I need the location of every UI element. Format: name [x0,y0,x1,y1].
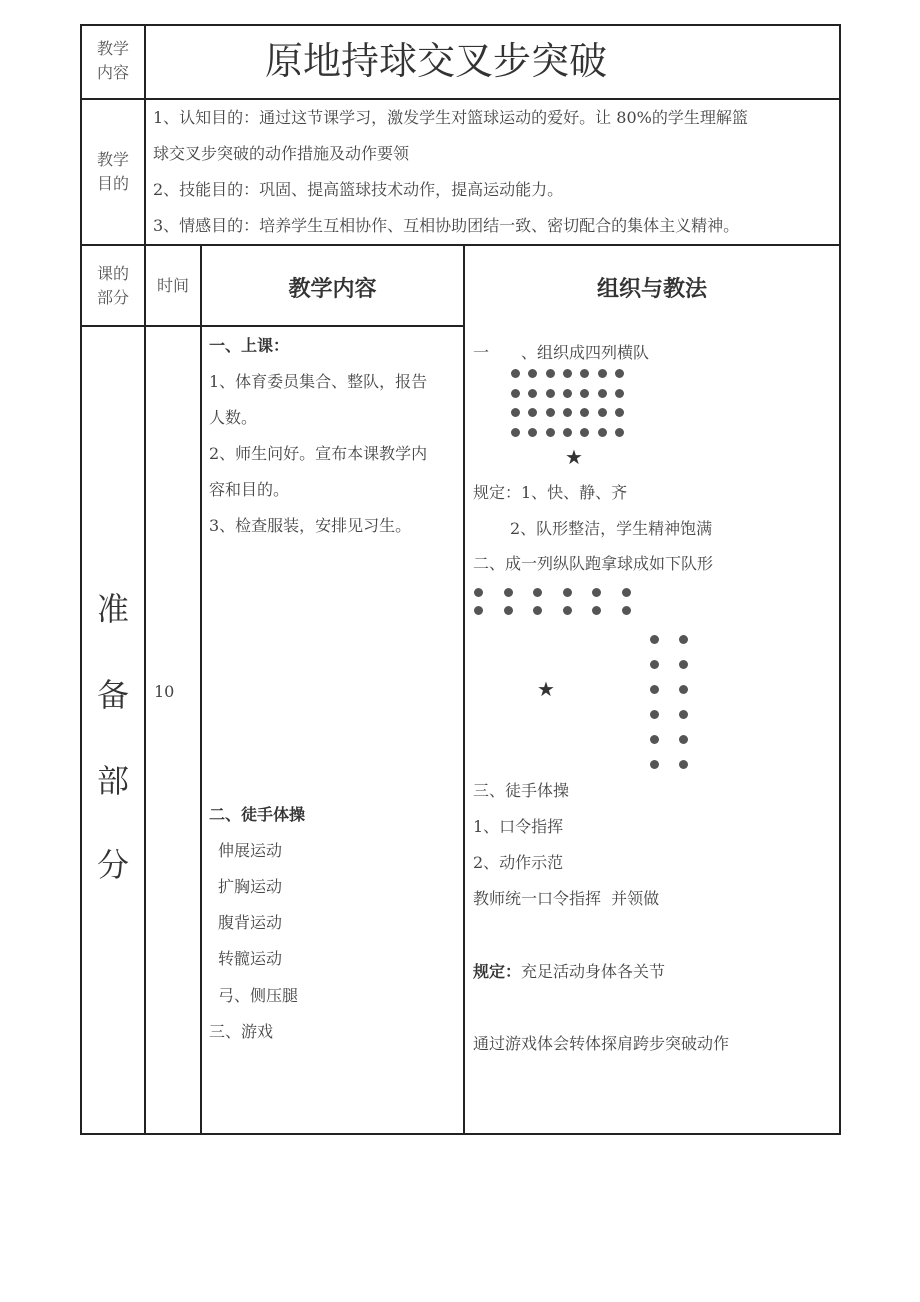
student-dot [650,660,659,669]
student-dot [679,735,688,744]
student-dot [598,369,607,378]
rule-2 [473,962,665,982]
divider-label-col [144,24,146,1135]
student-dot [650,685,659,694]
part-name-char-2: 备 [96,676,129,714]
student-dot [511,428,520,437]
content-heading-1: 一、上课： [209,336,290,355]
student-dot [511,408,520,417]
student-dot [563,408,572,417]
label-teaching-content: 教学 内容 [96,39,129,82]
rule-1a: 规定：1、快、静、齐 [473,483,628,502]
student-dot [650,635,659,644]
student-dot [474,588,483,597]
rule-2-text: 充足活动身体各关节 [521,962,666,981]
method-item-4: 通过游戏体会转体探肩跨步突破动作 [473,1034,730,1053]
student-dot [504,606,513,615]
part-name-char-4: 分 [96,846,129,884]
student-dot [622,606,631,615]
objective-line-2: 球交叉步突破的动作措施及动作要领 [153,144,410,163]
method-item-3c: 教师统一口令指挥 并领做 [473,889,660,908]
column-header-method: 组织与教法 [596,276,707,302]
content-item-2a: 2、师生问好。宣布本课教学内 [209,444,428,463]
exercise-3: 腹背运动 [218,913,283,932]
method-item-3b: 2、动作示范 [473,853,564,872]
objective-line-1: 1、认知目的：通过这节课学习，激发学生对篮球运动的爱好。让 80%的学生理解篮 [153,108,748,127]
student-dot [650,760,659,769]
student-dot [528,428,537,437]
page-title: 原地持球交叉步突破 [264,39,607,83]
column-header-content: 教学内容 [288,276,377,302]
content-item-2b: 容和目的。 [209,480,290,499]
student-dot [580,389,589,398]
student-dot [679,760,688,769]
rule-2-label: 规定： [473,962,522,981]
column-header-part: 课的 部分 [96,264,129,307]
student-dot [504,588,513,597]
student-dot [533,606,542,615]
content-item-1b: 人数。 [209,408,258,427]
student-dot [592,606,601,615]
student-dot [580,408,589,417]
student-dot [563,428,572,437]
content-item-1a: 1、体育委员集合、整队，报告 [209,372,428,391]
objective-line-4: 3、情感目的：培养学生互相协作、互相协助团结一致、密切配合的集体主义精神。 [153,216,740,235]
student-dot [563,606,572,615]
student-dot [546,389,555,398]
objective-line-3: 2、技能目的：巩固、提高篮球技术动作，提高运动能力。 [153,180,564,199]
column-header-time: 时间 [156,276,189,295]
student-dot [474,606,483,615]
student-dot [598,428,607,437]
student-dot [615,369,624,378]
border-bottom [80,1133,840,1135]
student-dot [650,710,659,719]
student-dot [580,428,589,437]
method-item-3: 三、徒手体操 [473,781,570,800]
border-top [80,24,840,26]
student-dot [528,369,537,378]
method-item-2: 二、成一列纵队跑拿球成如下队形 [473,554,714,573]
teacher-star-2: ★ [537,677,555,701]
student-dot [533,588,542,597]
exercise-1: 伸展运动 [218,841,283,860]
student-dot [622,588,631,597]
divider-time-col [200,245,202,1135]
student-dot [598,408,607,417]
student-dot [580,369,589,378]
student-dot [650,735,659,744]
student-dot [528,408,537,417]
student-dot [679,710,688,719]
exercise-2: 扩胸运动 [218,877,283,896]
student-dot [546,428,555,437]
divider-method-col [463,245,465,1135]
student-dot [563,369,572,378]
student-dot [598,389,607,398]
content-item-3: 3、检查服装，安排见习生。 [209,516,412,535]
student-dot [615,408,624,417]
student-dot [615,428,624,437]
student-dot [679,635,688,644]
student-dot [679,660,688,669]
divider-title [80,98,840,100]
student-dot [615,389,624,398]
student-dot [511,389,520,398]
label-teaching-objectives: 教学 目的 [96,150,129,193]
student-dot [679,685,688,694]
teacher-star-1: ★ [565,445,583,469]
student-dot [546,369,555,378]
exercise-4: 转髋运动 [218,949,283,968]
part-name-char-3: 部 [96,762,129,800]
student-dot [563,389,572,398]
student-dot [528,389,537,398]
content-heading-2: 二、徒手体操 [209,805,306,824]
divider-objectives [80,244,840,246]
method-item-3a: 1、口令指挥 [473,817,564,836]
student-dot [546,408,555,417]
divider-header-left [80,325,464,327]
student-dot [511,369,520,378]
content-heading-3: 三、游戏 [209,1022,274,1041]
exercise-5: 弓、侧压腿 [218,986,299,1005]
time-value: 10 [154,682,175,701]
border-right [839,24,841,1135]
rule-1b: 2、队形整洁，学生精神饱满 [510,519,713,538]
method-item-1: 一 、组织成四列横队 [473,343,650,362]
student-dot [563,588,572,597]
student-dot [592,588,601,597]
part-name-char-1: 准 [96,590,129,628]
